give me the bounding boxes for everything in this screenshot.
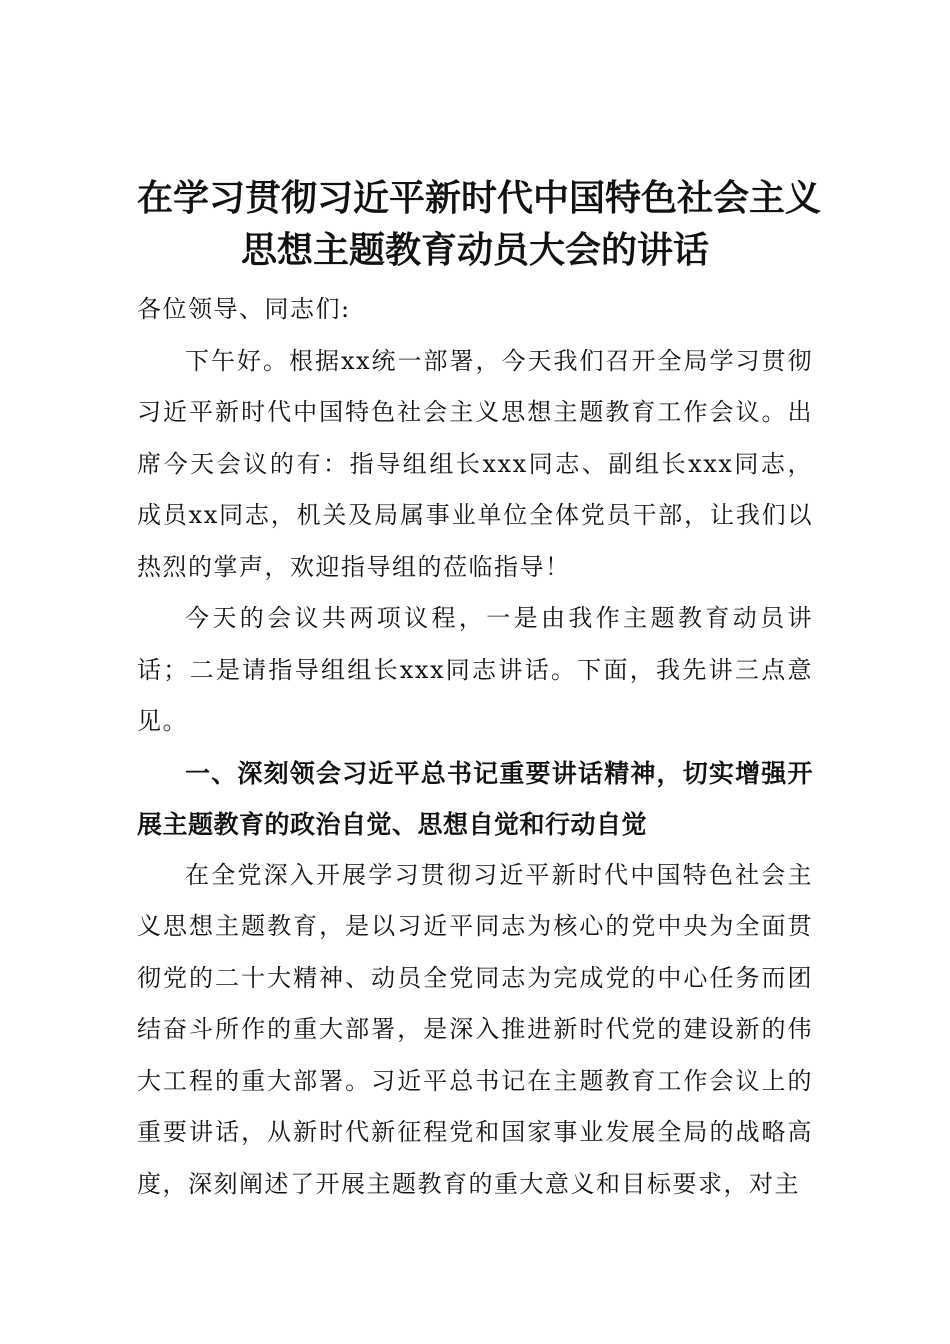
salutation: 各位领导、同志们: xyxy=(137,295,351,323)
paragraph-agenda: 今天的会议共两项议程，一是由我作主题教育动员讲话；二是请指导组组长xxx同志讲话。下面，我先讲三点意见。 xyxy=(137,604,813,735)
paragraph-greeting: 下午好。根据xx统一部署，今天我们召开全局学习贯彻习近平新时代中国特色社会主义思想主题教育工作会议。出席今天会议的有：指导组组长xxx同志、副组长xxx同志，成员xx同志，机关及局属事业单位全体党员干部，让我们以热烈的掌声，欢迎指导组的莅临指导！ xyxy=(137,346,813,581)
section-heading-1: 一、深刻领会习近平总书记重要讲话精神，切实增强开展主题教育的政治自觉、思想自觉和行动自觉 xyxy=(137,758,813,839)
title-line-2: 思想主题教育动员大会的讲话 xyxy=(240,229,709,271)
document-title xyxy=(137,172,822,276)
title-line-1: 在学习贯彻习近平新时代中国特色社会主义 xyxy=(137,177,822,219)
section-1-paragraph: 在全党深入开展学习贯彻习近平新时代中国特色社会主义思想主题教育，是以习近平同志为核心的党中央为全面贯彻党的二十大精神、动员全党同志为完成党的中心任务而团结奋斗所作的重大部署，是深入推进新时代党的建设新的伟大工程的重大部署。习近平总书记在主题教育工作会议上的重要讲话，从新时代新征程党和国家事业发展全局的战略高度，深刻阐述了开展主题教育的重大意义和目标要求，对主 xyxy=(137,860,813,1198)
document-body xyxy=(137,172,822,1210)
